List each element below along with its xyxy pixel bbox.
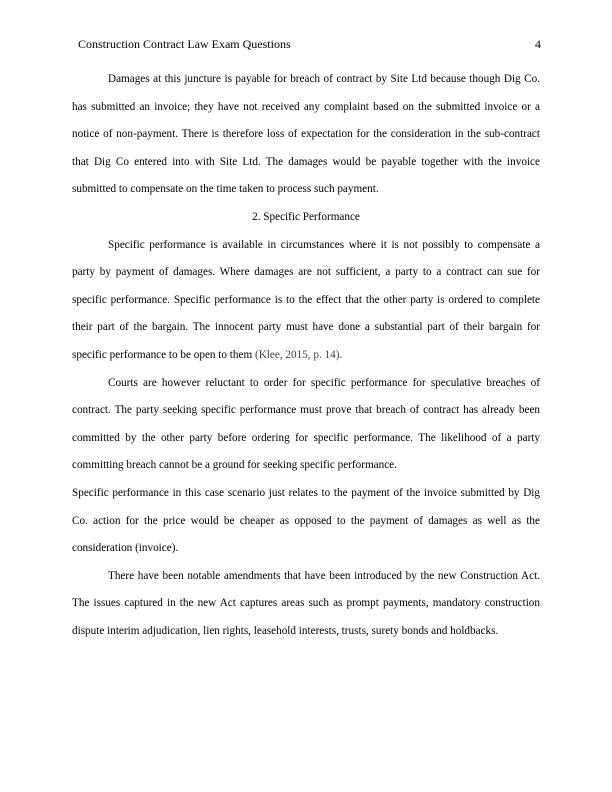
citation: (Klee, 2015, p. 14). bbox=[254, 348, 343, 361]
paragraph-text: Specific performance is available in circumstances where it is not possibly to compensate a party by payment of damages. Where damages are not sufficient, a party to a contract can sue for specific performance. Specific performance is to the effect that the other party is ordered to complete their part of the bargain. The innocent party must have done a substantial part of their bargain for specific performance to be open to them bbox=[72, 238, 540, 361]
paragraph-construction-act: There have been notable amendments that have been introduced by the new Construction Act. The issues captured in the new Act captures areas such as prompt payments, mandatory construction dispute interim adjudication, lien rights, leasehold interests, trusts, surety bonds and holdbacks. bbox=[72, 569, 540, 637]
paragraph-damages: Damages at this juncture is payable for breach of contract by Site Ltd because though Dig Co. has submitted an invoice; they have not received any complaint based on the submitted invoice or a notice of non-payment. There is therefore loss of expectation for the consideration in the sub-contract that Dig Co entered into with Site Ltd. The damages would be payable together with the invoice submitted to compensate on the time taken to process such payment. bbox=[72, 73, 540, 196]
paragraph-case-scenario: Specific performance in this case scenario just relates to the payment of the invoice submitted by Dig Co. action for the price would be cheaper as opposed to the payment of damages as well as the consideration (invoice). bbox=[72, 486, 540, 555]
section-heading-specific-performance: 2. Specific Performance bbox=[252, 210, 360, 223]
paragraph-specific-performance bbox=[72, 232, 540, 370]
page-number: 4 bbox=[535, 37, 541, 51]
paragraph-courts: Courts are however reluctant to order for specific performance for speculative breaches of contract. The party seeking specific performance must prove that breach of contract has already been committed by the other party before ordering for specific performance. The likelihood of a party committing breach cannot be a ground for seeking specific performance. bbox=[72, 376, 540, 472]
running-header: Construction Contract Law Exam Questions bbox=[78, 37, 291, 51]
document-body bbox=[72, 66, 540, 645]
